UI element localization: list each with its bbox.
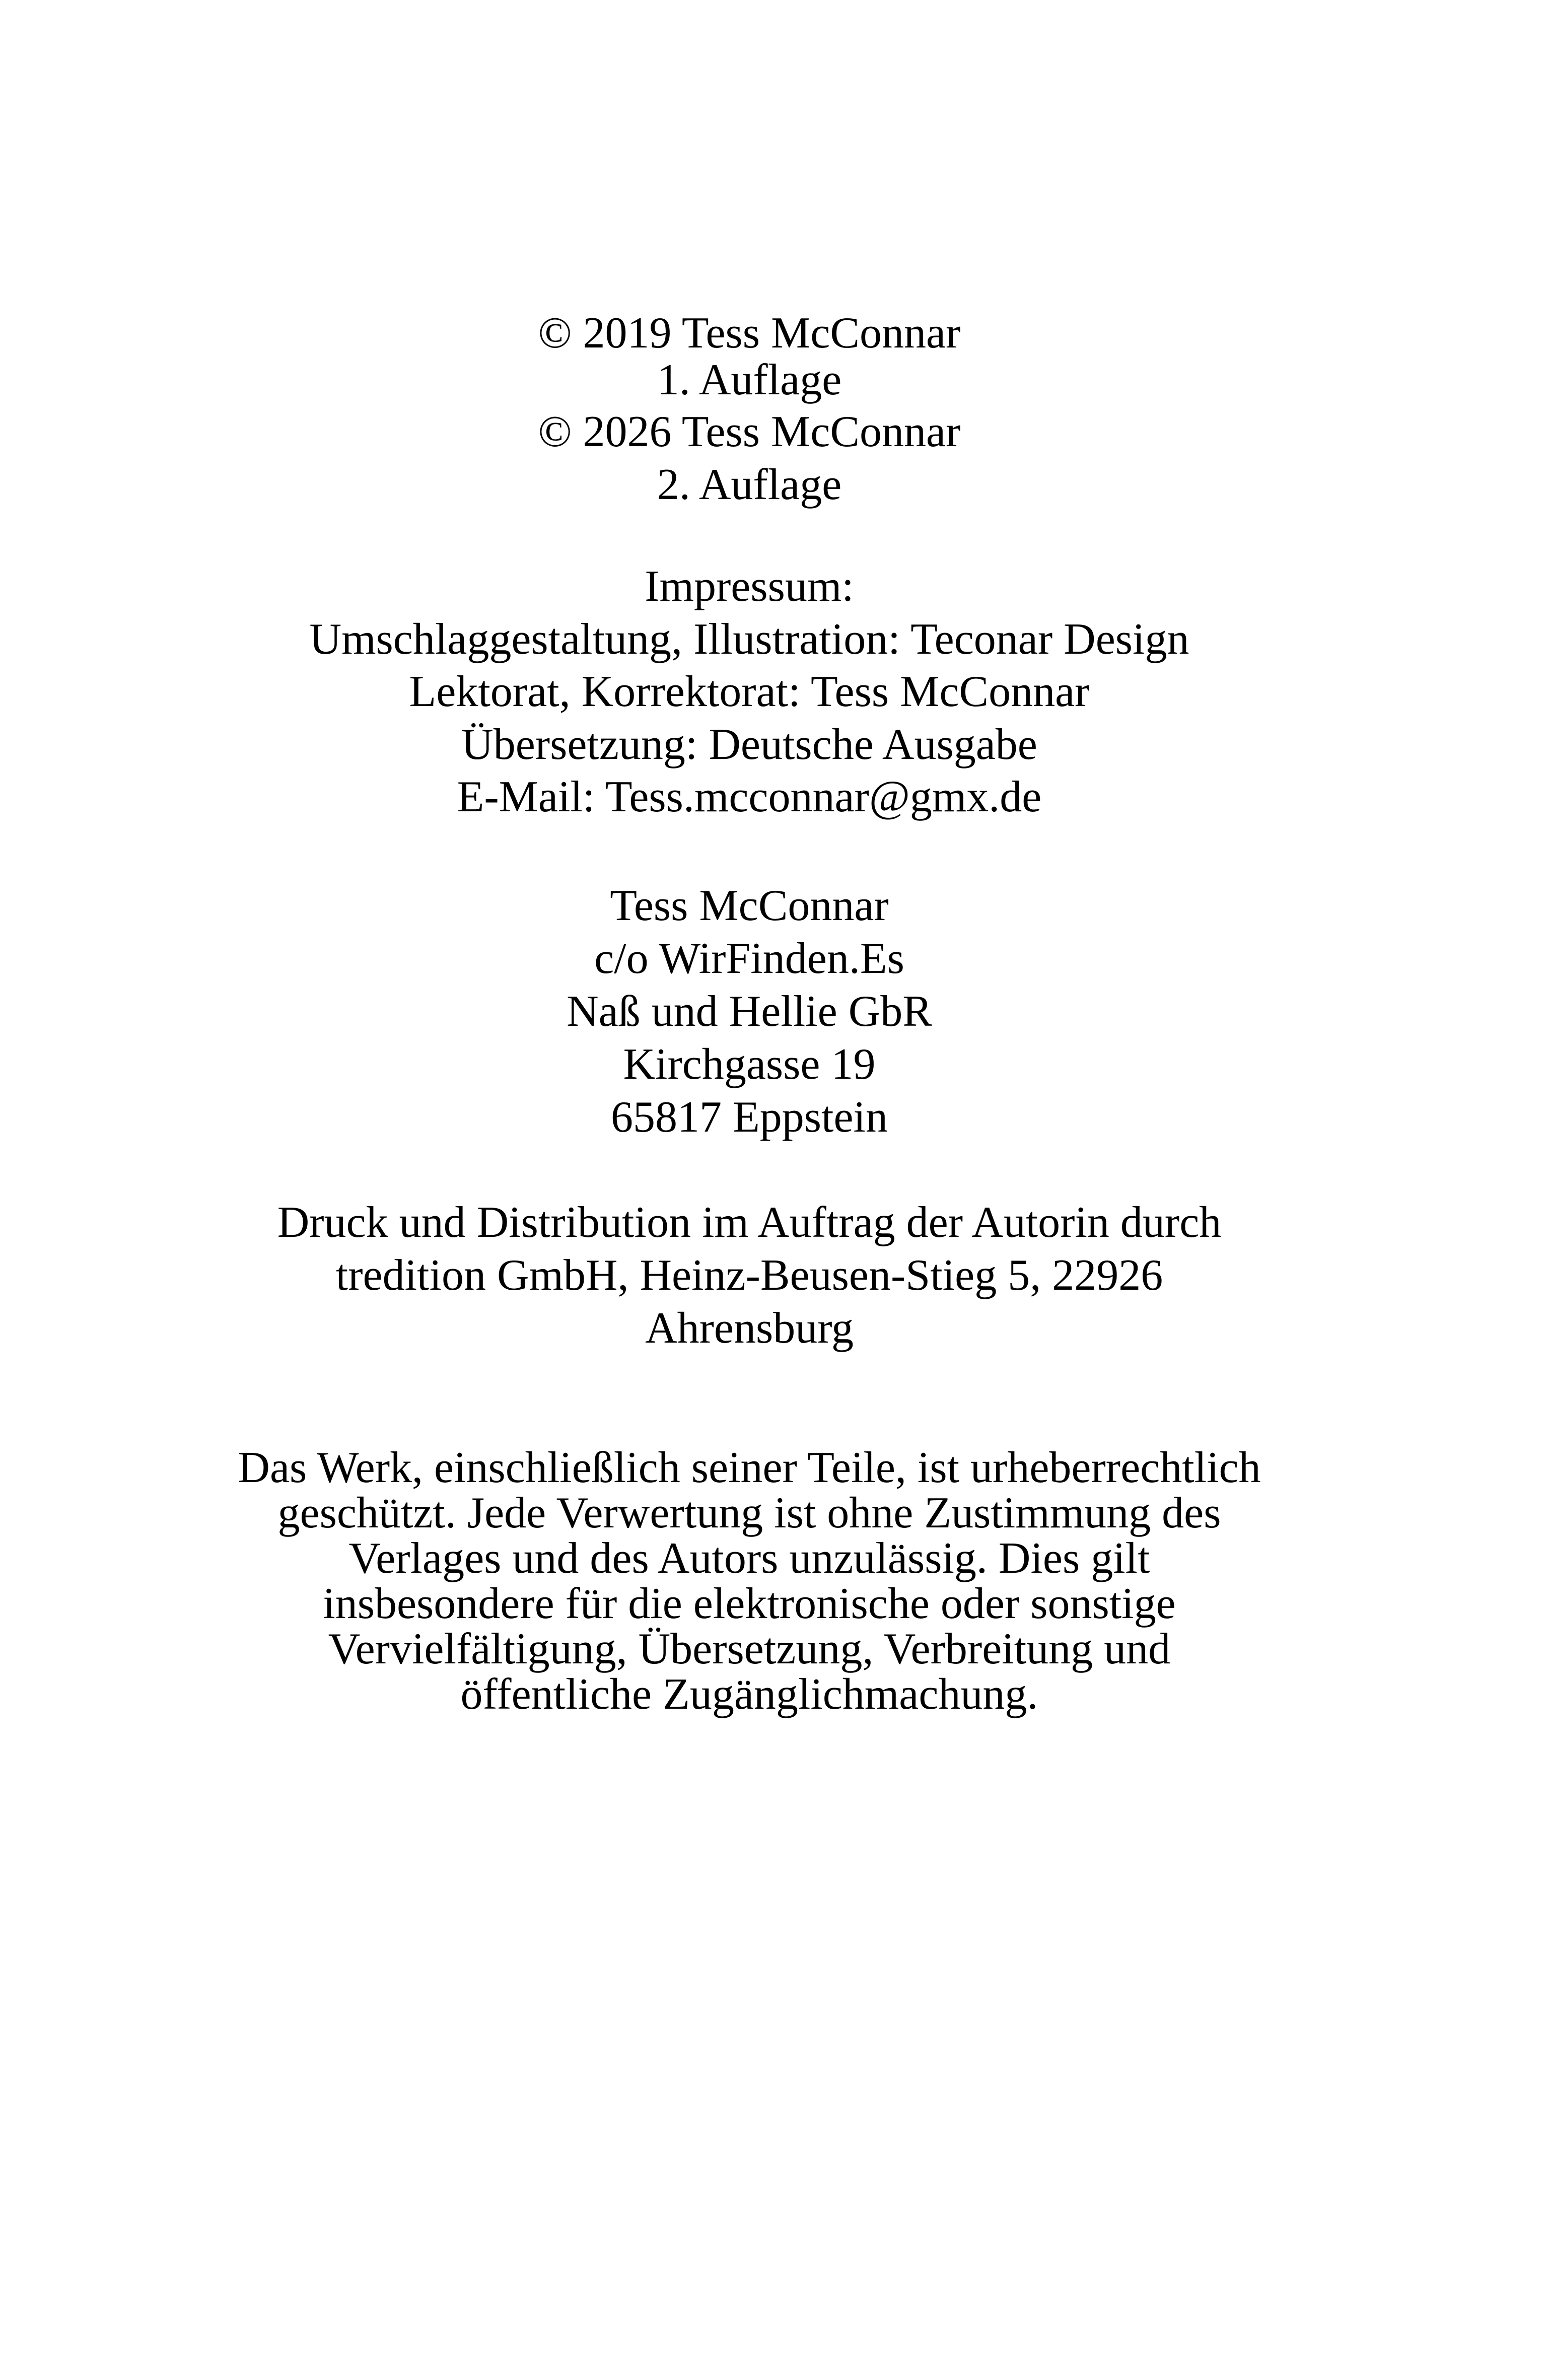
edition-line: 2. Auflage	[657, 460, 842, 509]
copyright-line: © 2019 Tess McConnar	[538, 309, 961, 358]
legal-notice-line: öffentliche Zugänglichmachung.	[460, 1670, 1038, 1719]
distribution-line: Ahrensburg	[645, 1304, 854, 1353]
copyright-block	[0, 308, 1499, 510]
editing-line: Lektorat, Korrektorat: Tess McConnar	[409, 667, 1090, 716]
legal-notice-block	[0, 1445, 1499, 1717]
address-line: c/o WirFinden.Es	[594, 934, 904, 983]
imprint-block	[0, 561, 1499, 824]
address-block	[0, 879, 1499, 1144]
distribution-line: Druck und Distribution im Auftrag der Autorin durch	[277, 1198, 1222, 1247]
imprint-heading: Impressum:	[645, 562, 854, 611]
address-line: Naß und Hellie GbR	[567, 987, 932, 1036]
translation-line: Übersetzung: Deutsche Ausgabe	[461, 720, 1037, 769]
address-line: Tess McConnar	[610, 881, 889, 930]
edition-line: 1. Auflage	[657, 356, 842, 404]
legal-notice-line: insbesondere für die elektronische oder sonstige	[323, 1579, 1176, 1628]
legal-notice-line: Vervielfältigung, Übersetzung, Verbreitung und	[328, 1625, 1171, 1673]
legal-notice-line: Das Werk, einschließlich seiner Teile, ist urheberrechtlich	[238, 1443, 1261, 1492]
address-line: 65817 Eppstein	[611, 1093, 888, 1142]
email-line: E-Mail: Tess.mcconnar@gmx.de	[457, 773, 1042, 821]
cover-design-line: Umschlaggestaltung, Illustration: Teconar Design	[309, 614, 1189, 664]
legal-notice-line: Verlages und des Autors unzulässig. Dies gilt	[348, 1534, 1150, 1583]
copyright-line: © 2026 Tess McConnar	[538, 407, 961, 456]
legal-notice-line: geschützt. Jede Verwertung ist ohne Zustimmung des	[277, 1489, 1221, 1537]
distribution-line: tredition GmbH, Heinz-Beusen-Stieg 5, 22926	[335, 1251, 1163, 1300]
distribution-block	[0, 1196, 1499, 1355]
address-line: Kirchgasse 19	[623, 1040, 876, 1089]
